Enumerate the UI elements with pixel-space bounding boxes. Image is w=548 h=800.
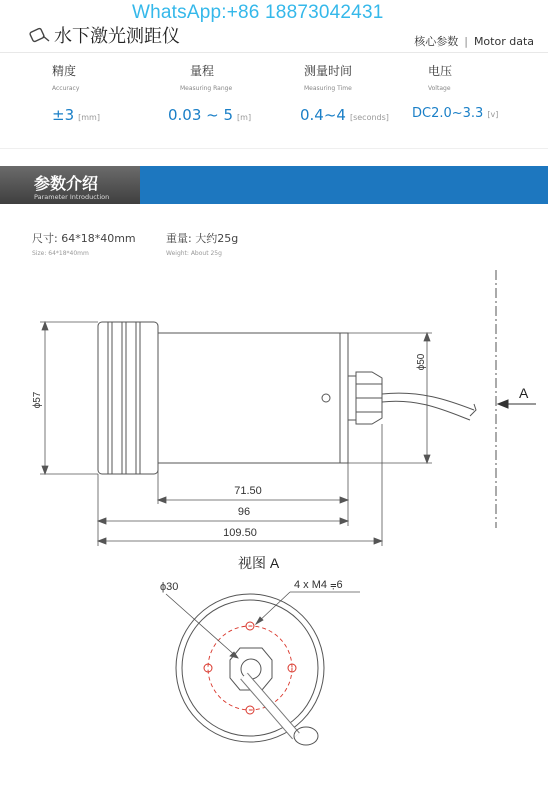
spec-value bbox=[52, 106, 172, 124]
dim-96-label: 96 bbox=[237, 506, 251, 518]
spec-label: 电压 bbox=[428, 64, 453, 78]
spec-accuracy bbox=[52, 62, 172, 124]
spec-number: 0.4~4 bbox=[300, 106, 346, 124]
spec-number: ±3 bbox=[52, 106, 75, 124]
header-divider bbox=[0, 52, 548, 53]
size-label-en: Size: 64*18*40mm bbox=[32, 250, 89, 257]
inner-circle bbox=[182, 600, 318, 736]
weight-label-en: Weight: About 25g bbox=[166, 250, 222, 257]
section-title-en: Parameter Introduction bbox=[34, 193, 110, 201]
watermark-text: WhatsApp:+86 18873042431 bbox=[132, 2, 384, 23]
dim-50-label: ϕ50 bbox=[416, 353, 427, 371]
spec-value bbox=[168, 106, 300, 124]
spec-unit: [m] bbox=[237, 113, 252, 122]
spec-voltage bbox=[412, 62, 548, 121]
section-divider bbox=[0, 148, 548, 149]
weight-info bbox=[166, 230, 238, 257]
subtitle-separator: | bbox=[464, 35, 468, 48]
laser-device-icon bbox=[28, 26, 50, 46]
cable-end bbox=[294, 727, 318, 745]
header-subtitle bbox=[414, 33, 534, 49]
spec-label-en: Accuracy bbox=[52, 85, 80, 92]
cable-gland-base bbox=[348, 376, 356, 420]
front-cap bbox=[98, 322, 158, 474]
spec-number: DC2.0~3.3 bbox=[412, 106, 484, 121]
spec-number: 0.03 ~ 5 bbox=[168, 106, 234, 124]
technical-drawing bbox=[0, 260, 548, 800]
spec-label-en: Voltage bbox=[428, 85, 451, 92]
subtitle-en: Motor data bbox=[473, 35, 534, 48]
dim-57-label: ϕ57 bbox=[32, 391, 43, 409]
section-banner-blue bbox=[140, 166, 548, 204]
spec-time bbox=[300, 62, 424, 124]
spec-value bbox=[412, 106, 548, 121]
spec-unit: [seconds] bbox=[349, 113, 389, 122]
bolt-circle bbox=[208, 626, 292, 710]
spec-label: 测量时间 bbox=[304, 64, 353, 78]
outer-circle bbox=[176, 594, 324, 742]
subtitle-cn: 核心参数 bbox=[414, 35, 459, 48]
weight-label: 重量: 大约25g bbox=[166, 232, 239, 245]
dim-30-label: ϕ30 bbox=[160, 581, 179, 593]
view-marker: A bbox=[519, 385, 529, 401]
page-title: 水下激光测距仪 bbox=[54, 26, 180, 47]
front-view bbox=[176, 594, 324, 745]
view-title: 视图 A bbox=[238, 555, 280, 571]
size-info bbox=[32, 230, 136, 257]
section-title: 参数介绍 bbox=[34, 174, 99, 193]
spec-unit: [v] bbox=[487, 110, 499, 119]
mount-hole bbox=[322, 394, 330, 402]
dim-57 bbox=[40, 322, 98, 474]
side-view bbox=[98, 322, 476, 474]
spec-unit: [mm] bbox=[78, 113, 100, 122]
view-arrow bbox=[498, 400, 536, 408]
spec-value bbox=[300, 106, 424, 124]
spec-range bbox=[168, 62, 300, 124]
spec-label: 精度 bbox=[52, 64, 77, 78]
spec-label-en: Measuring Range bbox=[180, 85, 233, 92]
size-label: 尺寸: 64*18*40mm bbox=[32, 232, 136, 245]
hole-spec-label: 4 x M4 ⩦6 bbox=[294, 579, 343, 591]
dim-71-label: 71.50 bbox=[234, 485, 262, 497]
spec-label-en: Measuring Time bbox=[304, 85, 352, 92]
main-body bbox=[158, 333, 348, 463]
dim-109-label: 109.50 bbox=[223, 527, 257, 539]
spec-label: 量程 bbox=[190, 64, 215, 78]
